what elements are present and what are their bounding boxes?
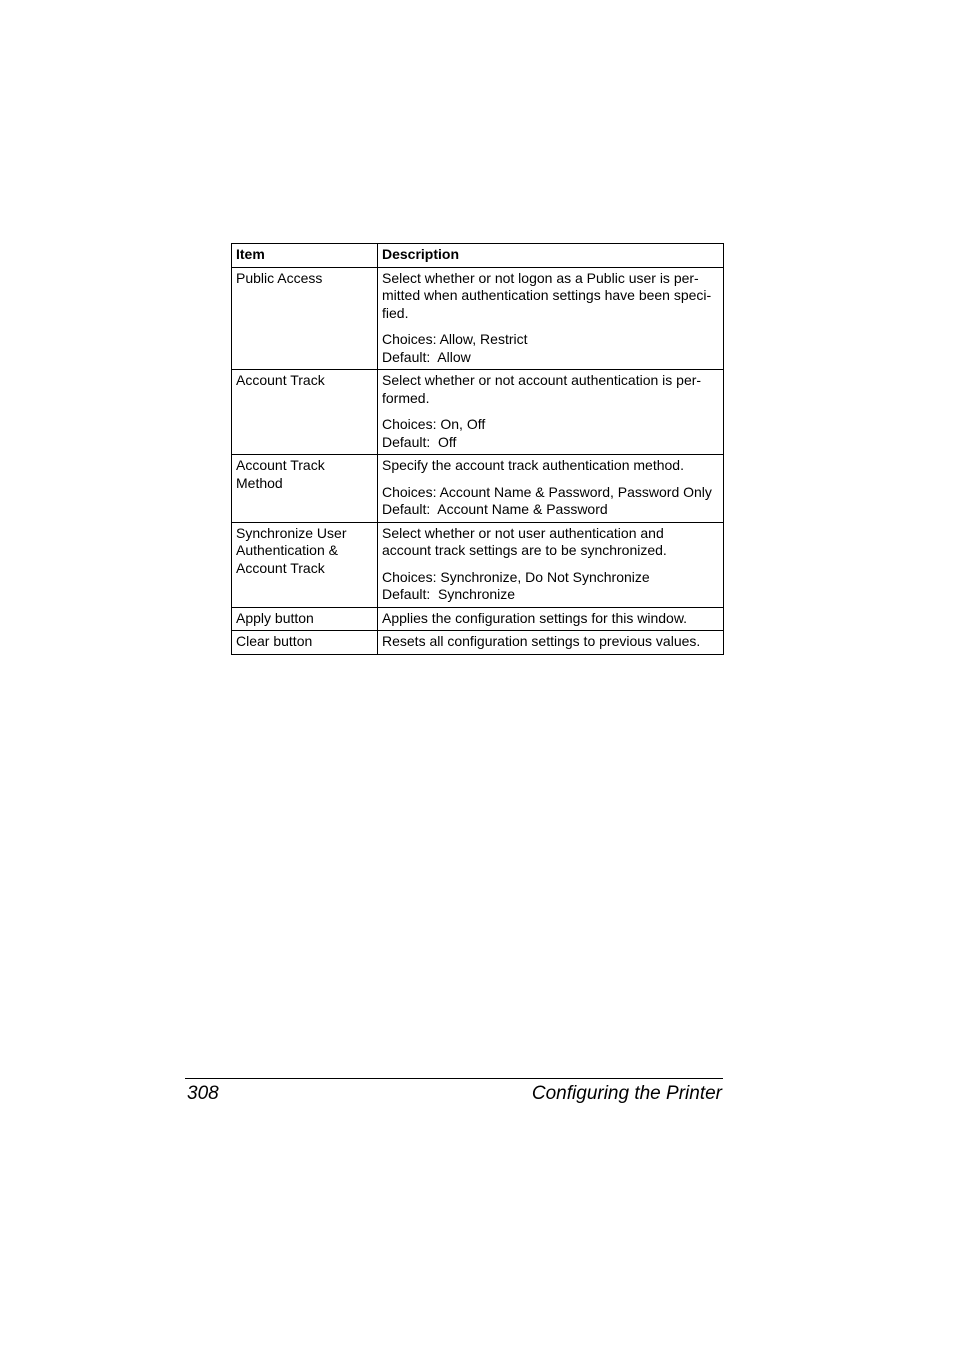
footer-divider (185, 1078, 723, 1079)
choices-text: Choices: On, Off (382, 416, 486, 432)
description-cell (378, 455, 724, 523)
description-cell (378, 522, 724, 607)
column-header-item: Item (232, 244, 378, 268)
choices-text: Choices: Allow, Restrict (382, 331, 528, 347)
item-name: Synchronize User Authentication & Account Track (236, 524, 347, 576)
choices-text: Choices: Account Name & Password, Password Only (382, 483, 712, 500)
description-cell (378, 370, 724, 455)
description-text: Resets all configuration settings to previous values. (382, 633, 701, 649)
settings-table (231, 243, 724, 655)
description-text: Select whether or not account authentication is per- formed. (382, 372, 702, 406)
item-cell (232, 522, 378, 607)
description-cell (378, 607, 724, 631)
table-row (232, 607, 724, 631)
default-text: Default: Account Name & Password (382, 501, 608, 517)
table-row (232, 631, 724, 655)
item-name: Public Access (236, 269, 323, 286)
page-number: 308 (187, 1083, 219, 1104)
default-text: Default: Allow (382, 348, 471, 365)
default-text: Default: Off (382, 433, 457, 450)
item-cell (232, 631, 378, 655)
table-header-row (232, 244, 724, 268)
table-row (232, 455, 724, 523)
item-name: Clear button (236, 633, 313, 649)
item-cell (232, 607, 378, 631)
description-text: Select whether or not user authentication and account track settings are to be synchronized. (382, 524, 667, 558)
item-cell (232, 370, 378, 455)
table-row (232, 522, 724, 607)
description-cell (378, 267, 724, 370)
item-name: Account Track (236, 372, 325, 388)
default-text: Default: Synchronize (382, 586, 516, 602)
item-cell (232, 455, 378, 523)
item-name: Account Track Method (236, 457, 325, 491)
chapter-title: Configuring the Printer (531, 1083, 722, 1104)
column-header-description: Description (378, 244, 724, 268)
table-row (232, 267, 724, 370)
choices-text: Choices: Synchronize, Do Not Synchronize (382, 568, 650, 585)
description-cell (378, 631, 724, 655)
item-cell (232, 267, 378, 370)
table-row (232, 370, 724, 455)
description-text: Specify the account track authentication method. (382, 457, 684, 473)
description-text: Applies the configuration settings for this window. (382, 609, 688, 626)
item-name: Apply button (236, 609, 314, 626)
description-text: Select whether or not logon as a Public user is per- mitted when authentication settings have been speci- fied. (382, 269, 712, 321)
